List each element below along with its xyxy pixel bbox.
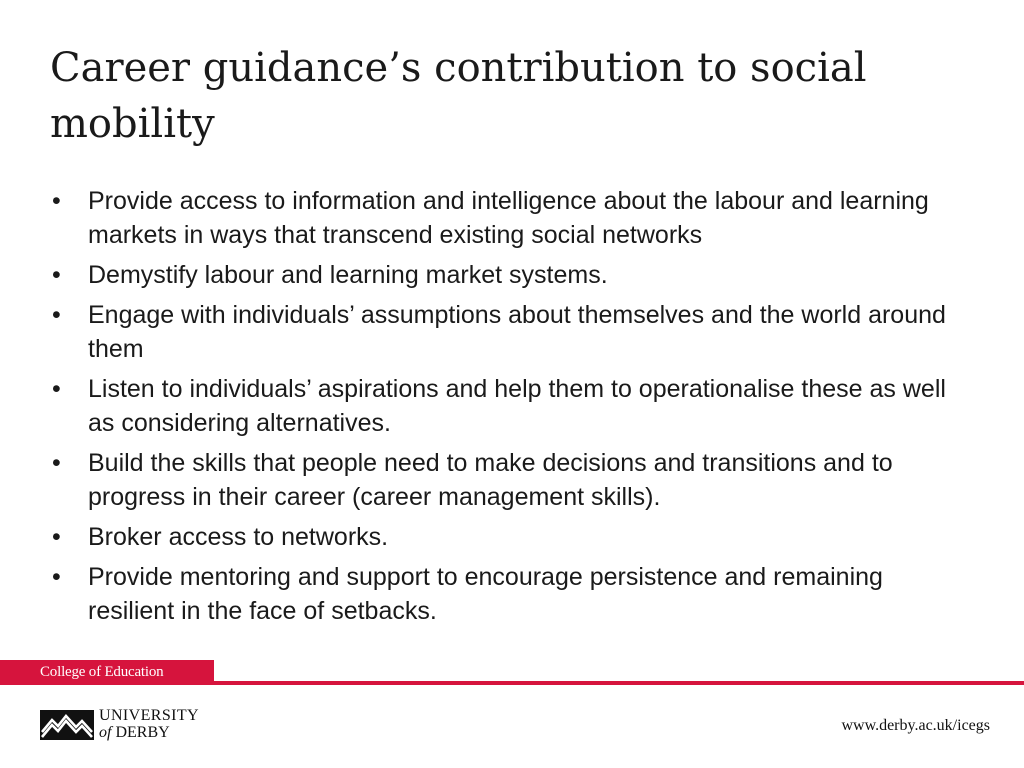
bullet-text: Demystify labour and learning market systems. <box>88 261 608 289</box>
bullet-text: Provide mentoring and support to encourage persistence and remaining resilient in the face of setbacks. <box>88 563 883 625</box>
bullet-dot: • <box>52 375 61 403</box>
bullet-text: Engage with individuals’ assumptions about themselves and the world around them <box>88 301 946 363</box>
bullet-text: Build the skills that people need to make decisions and transitions and to progress in their career (career management skills). <box>88 449 893 511</box>
bullet-dot: • <box>52 523 61 551</box>
logo-wordmark-derby-text: DERBY <box>115 724 170 741</box>
college-label: College of Education <box>0 660 214 685</box>
bullet-dot: • <box>52 449 61 477</box>
bullet-dot: • <box>52 301 61 329</box>
bullet-item <box>50 184 950 252</box>
bullet-item <box>50 520 950 554</box>
bullet-item <box>50 258 950 292</box>
bullet-text: Listen to individuals’ aspirations and help them to operationalise these as well as considering alternatives. <box>88 375 946 437</box>
bullet-text: Broker access to networks. <box>88 523 389 551</box>
university-of-derby-mountain-logo-icon <box>40 710 94 740</box>
bullet-item <box>50 560 950 628</box>
bullet-list <box>50 184 950 634</box>
bullet-dot: • <box>52 187 61 215</box>
bullet-dot: • <box>52 261 61 289</box>
logo-wordmark-university: UNIVERSITY <box>99 707 199 724</box>
logo-wordmark-derby <box>99 724 170 742</box>
bullet-dot: • <box>52 563 61 591</box>
bullet-item <box>50 446 950 514</box>
university-logo <box>40 707 220 747</box>
slide-title: Career guidance’s contribution to social mobility <box>50 45 867 147</box>
bullet-item <box>50 298 950 366</box>
logo-wordmark-of: of <box>99 724 112 741</box>
bullet-text: Provide access to information and intelligence about the labour and learning markets in ways that transcend existing social networks <box>88 187 929 249</box>
website-url: www.derby.ac.uk/icegs <box>841 717 990 734</box>
bullet-item <box>50 372 950 440</box>
